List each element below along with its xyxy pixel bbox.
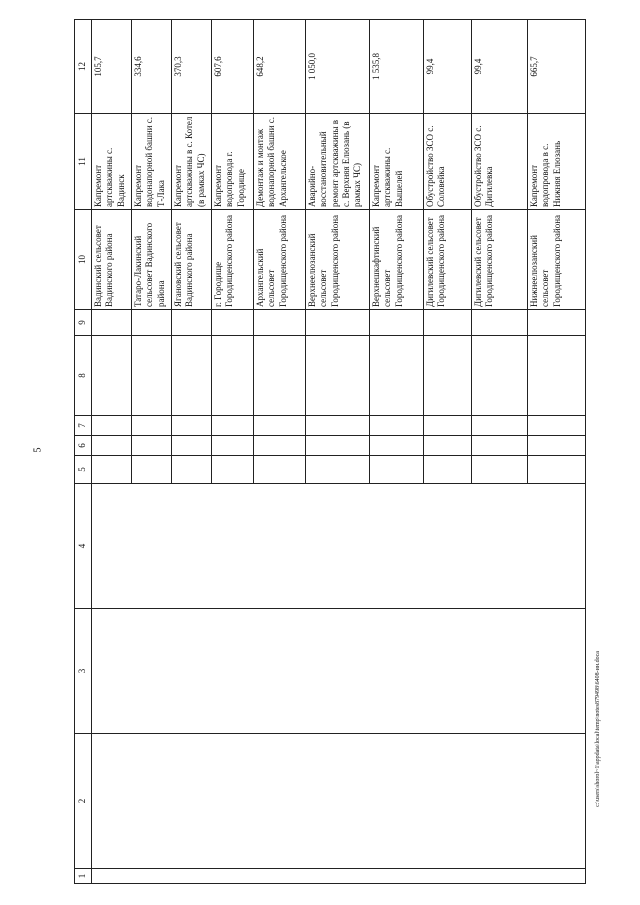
recipient-cell: Верхнешкафтинский сельсовет Городищенского района (370, 210, 424, 310)
column-header: 7 (75, 416, 92, 436)
amount-cell: 99,4 (472, 20, 528, 114)
amount-cell: 370,3 (172, 20, 212, 114)
work-description-cell: Капремонт артскважины с. Вадинск (92, 114, 132, 210)
recipient-cell: Нижнеелюзанский сельсовет Городищенского района (528, 210, 586, 310)
work-description-cell: Демонтаж и монтаж водонапорной башни с. Архангельское (254, 114, 306, 210)
recipient-cell: Верхнеелюзанский сельсовет Городищенского района (306, 210, 370, 310)
work-description-cell: Капремонт водопровода в с. Нижняя Елюзань (528, 114, 586, 210)
work-description-cell: Обустройство ЗСО с. Дигилевка (472, 114, 528, 210)
column-header: 6 (75, 436, 92, 456)
data-table (74, 19, 586, 884)
recipient-cell: Дигилевский сельсовет Городищенского района (472, 210, 528, 310)
recipient-cell: Ягановский сельсовет Вадинского района (172, 210, 212, 310)
column-header: 9 (75, 310, 92, 336)
column-header: 11 (75, 114, 92, 210)
amount-cell: 334,6 (132, 20, 172, 114)
header-row (75, 20, 92, 884)
rotated-table-container (74, 20, 634, 884)
work-description-cell: Капремонт артскважины в с. Котел (в рамках ЧС) (172, 114, 212, 210)
amount-cell: 105,7 (92, 20, 132, 114)
column-header: 3 (75, 609, 92, 734)
work-description-cell: Капремонт артскважины с. Вышелей (370, 114, 424, 210)
column-header: 5 (75, 456, 92, 484)
recipient-cell: г. Городище Городищенского района (212, 210, 254, 310)
work-description-cell: Аварийно-восстановительный ремонт артскважины в с. Верхняя Елюзань (в рамках ЧС) (306, 114, 370, 210)
footer-file-path: c:\users\shorol~1\appdata\local\temp\notes879498\6408-ин.doca (595, 651, 601, 807)
recipient-cell: Татаро-Лакинский сельсовет Вадинского района (132, 210, 172, 310)
amount-cell: 1 535,8 (370, 20, 424, 114)
column-header: 4 (75, 484, 92, 609)
amount-cell: 607,6 (212, 20, 254, 114)
amount-cell: 99,4 (424, 20, 472, 114)
column-header: 12 (75, 20, 92, 114)
recipient-cell: Вадинский сельсовет Вадинского района (92, 210, 132, 310)
work-description-cell: Капремонт водопровода г. Городище (212, 114, 254, 210)
work-description-cell: Капремонт водонапорной башни с. Т-Лака (132, 114, 172, 210)
amount-cell: 648,2 (254, 20, 306, 114)
column-header: 1 (75, 869, 92, 884)
amount-cell: 1 050,0 (306, 20, 370, 114)
amount-cell: 665,7 (528, 20, 586, 114)
table-row (92, 20, 132, 884)
recipient-cell: Дигилевский сельсовет Городищенского района (424, 210, 472, 310)
column-header: 2 (75, 734, 92, 869)
page-number: 5 (32, 447, 44, 453)
recipient-cell: Архангельский сельсовет Городищенского района (254, 210, 306, 310)
column-header: 10 (75, 210, 92, 310)
work-description-cell: Обустройство ЗСО с. Соловейка (424, 114, 472, 210)
column-header: 8 (75, 336, 92, 416)
